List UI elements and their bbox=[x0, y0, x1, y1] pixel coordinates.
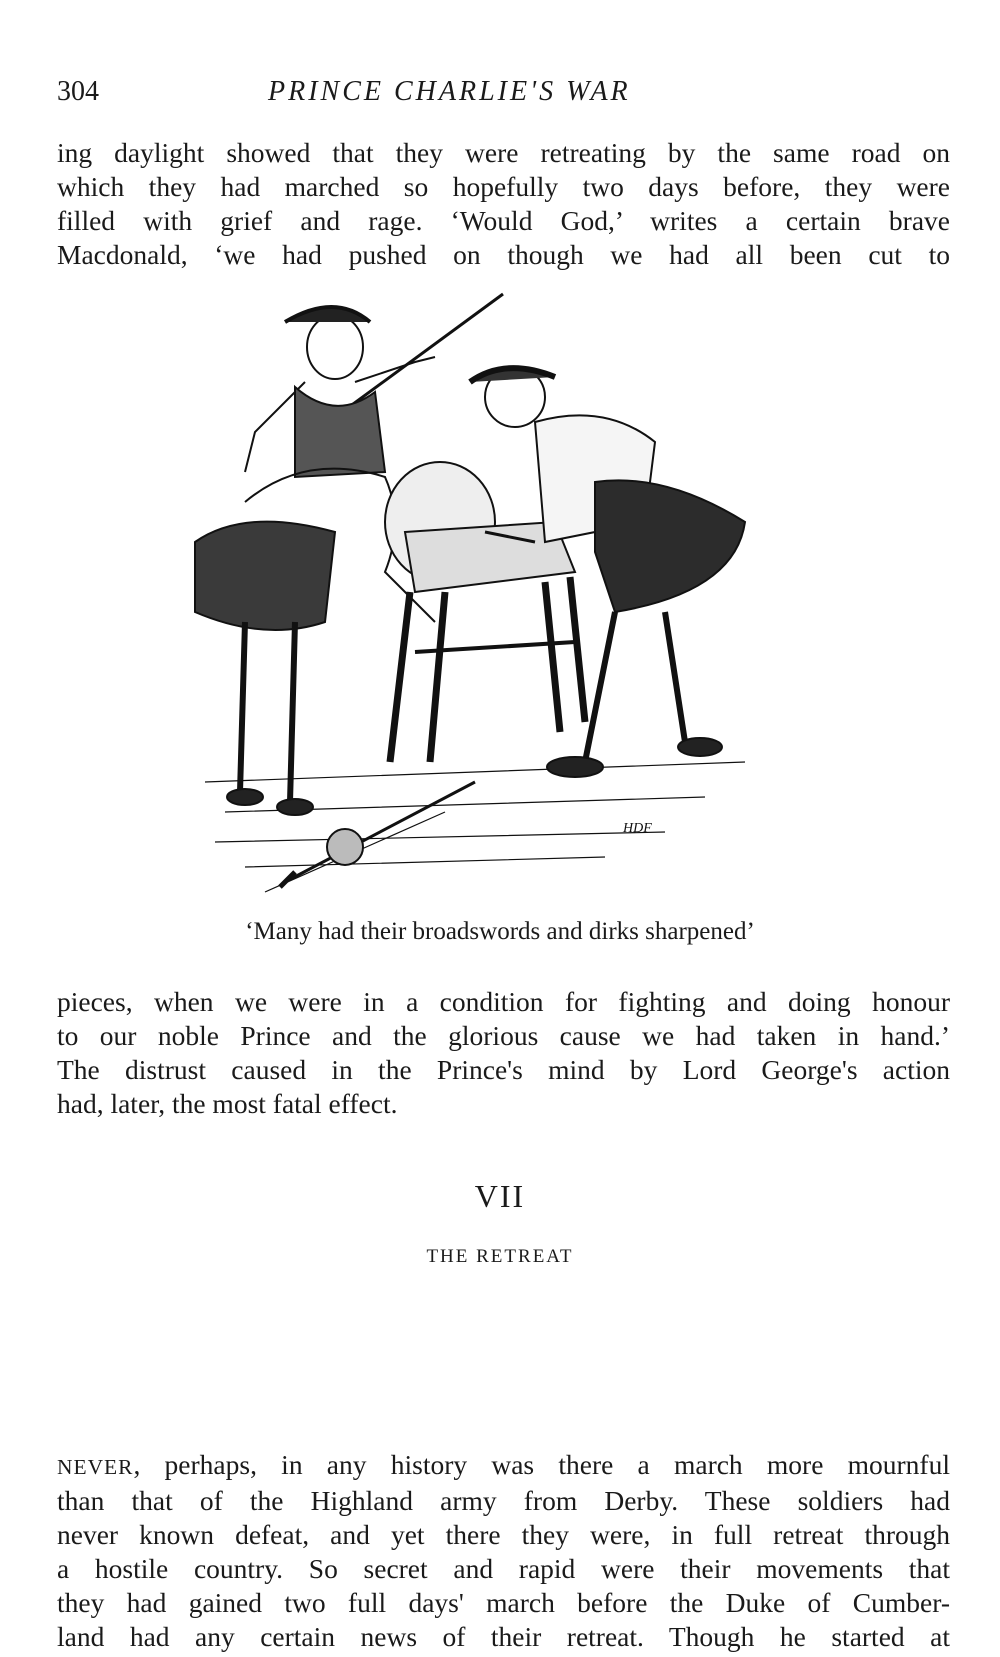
text-line-rest: , perhaps, in any history was there a march more mournful bbox=[133, 1449, 950, 1480]
text-line: to our noble Prince and the glorious cause we had taken in hand.’ bbox=[57, 1020, 950, 1051]
text-line: had, later, the most fatal effect. bbox=[57, 1088, 398, 1119]
running-title: PRINCE CHARLIE'S WAR bbox=[268, 76, 631, 107]
text-line: Macdonald, ‘we had pushed on though we had all been cut to bbox=[57, 239, 950, 270]
text-line: ing daylight showed that they were retreating by the same road on bbox=[57, 137, 950, 168]
drop-word: NEVER bbox=[57, 1455, 134, 1479]
engraving-illustration bbox=[185, 292, 785, 907]
text-line: filled with grief and rage. ‘Would God,’ writes a certain brave bbox=[57, 205, 950, 236]
artist-signature: HDF bbox=[623, 821, 652, 836]
text-line: a hostile country. So secret and rapid were their movements that bbox=[57, 1553, 950, 1584]
text-line: The distrust caused in the Prince's mind by Lord George's action bbox=[57, 1054, 950, 1085]
chapter-number: VII bbox=[474, 1178, 526, 1214]
paragraph-retreat bbox=[57, 1448, 950, 1654]
illustration-highlanders-sharpening-swords bbox=[185, 292, 785, 907]
paragraph-quote-end bbox=[57, 985, 950, 1121]
text-line-first bbox=[57, 1448, 950, 1484]
text-line: pieces, when we were in a condition for fighting and doing honour bbox=[57, 986, 950, 1017]
paragraph-continued bbox=[57, 136, 950, 272]
figure-caption: ‘Many had their broadswords and dirks sharpened’ bbox=[245, 918, 755, 945]
text-line: land had any certain news of their retreat. Though he started at bbox=[57, 1621, 950, 1652]
page-number: 304 bbox=[57, 76, 99, 107]
text-line: than that of the Highland army from Derby. These soldiers had bbox=[57, 1485, 950, 1516]
text-line: they had gained two full days' march before the Duke of Cumber- bbox=[57, 1587, 950, 1618]
text-line: which they had marched so hopefully two days before, they were bbox=[57, 171, 950, 202]
text-line: never known defeat, and yet there they were, in full retreat through bbox=[57, 1519, 950, 1550]
chapter-title: THE RETREAT bbox=[426, 1246, 574, 1267]
page-header bbox=[57, 76, 957, 116]
